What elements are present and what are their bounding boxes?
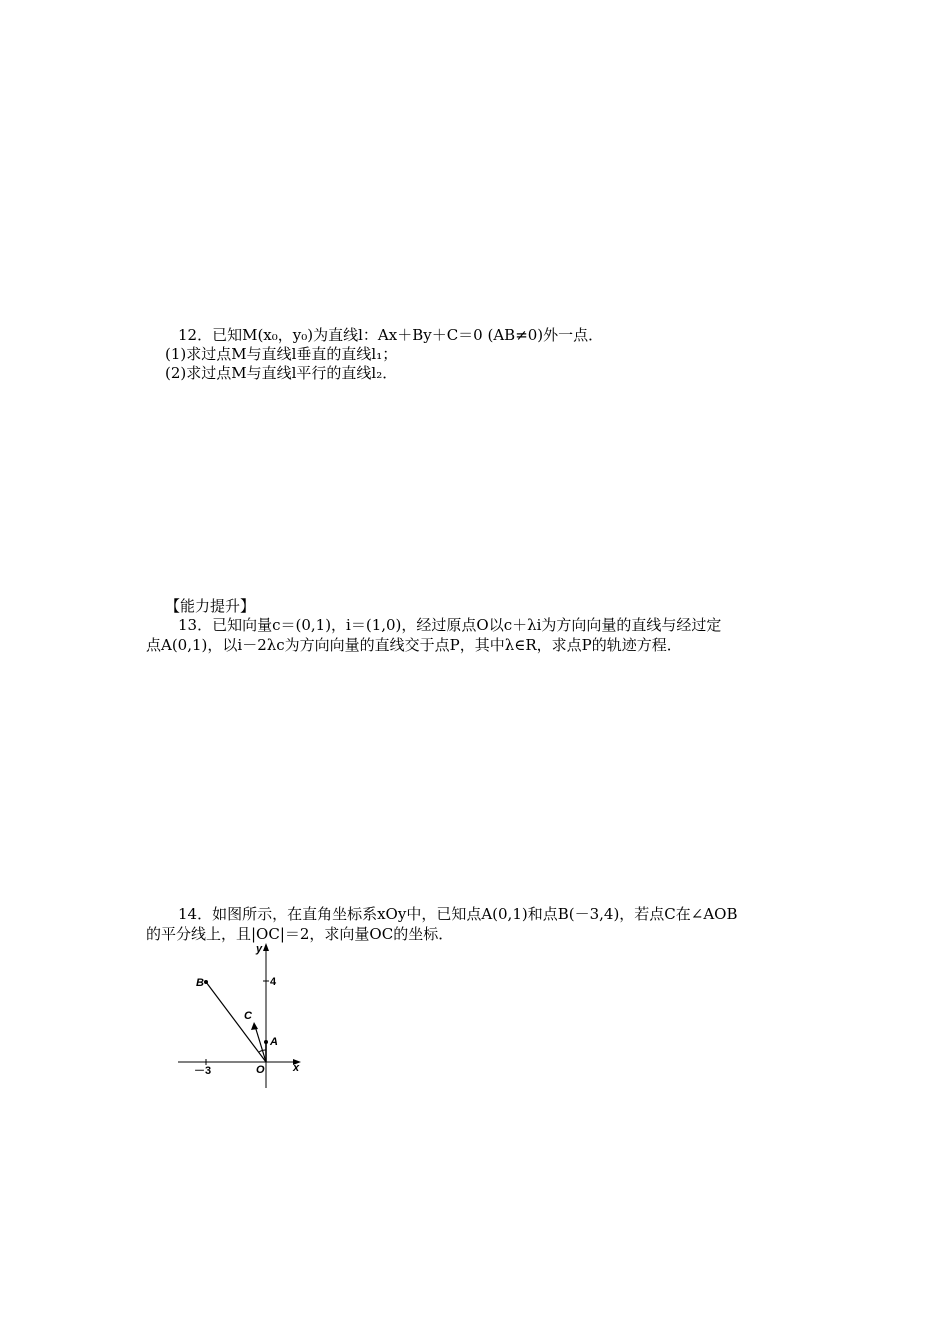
y-axis-arrow [263, 943, 269, 951]
question-12-stem: 12．已知M(x₀，y₀)为直线l：Ax＋By＋C＝0 (AB≠0)外一点． [178, 326, 604, 344]
section-heading: 【能力提升】 [165, 597, 256, 615]
label-b: B [196, 977, 204, 989]
label-a: A [270, 1036, 278, 1048]
question-12-part-2: (2)求过点M与直线l平行的直线l₂． [165, 364, 398, 382]
tick-label-neg3: －3 [194, 1065, 212, 1077]
label-y: y [256, 943, 263, 955]
question-14-line-2: 的平分线上，且|OC|＝2，求向量OC的坐标． [146, 925, 454, 943]
point-b [204, 980, 208, 984]
point-a [264, 1040, 268, 1044]
question-13-line-2: 点A(0,1)，以i－2λc为方向向量的直线交于点P，其中λ∈R，求点P的轨迹方程． [146, 636, 682, 654]
coordinate-figure [170, 940, 310, 1090]
question-12-part-1: (1)求过点M与直线l垂直的直线l₁； [165, 345, 398, 363]
vector-oc-arrowhead [251, 1022, 258, 1030]
label-o: O [256, 1064, 265, 1076]
label-x: x [293, 1062, 300, 1074]
question-14-line-1: 14．如图所示，在直角坐标系xOy中，已知点A(0,1)和点B(－3,4)，若点C在∠AOB [178, 905, 738, 923]
tick-label-4: 4 [270, 976, 277, 988]
segment-ob [206, 982, 266, 1062]
label-c: C [244, 1010, 252, 1022]
question-13-line-1: 13．已知向量c＝(0,1)，i＝(1,0)，经过原点O以c＋λi为方向向量的直线与经过定 [178, 616, 722, 634]
vector-oc [255, 1026, 266, 1062]
